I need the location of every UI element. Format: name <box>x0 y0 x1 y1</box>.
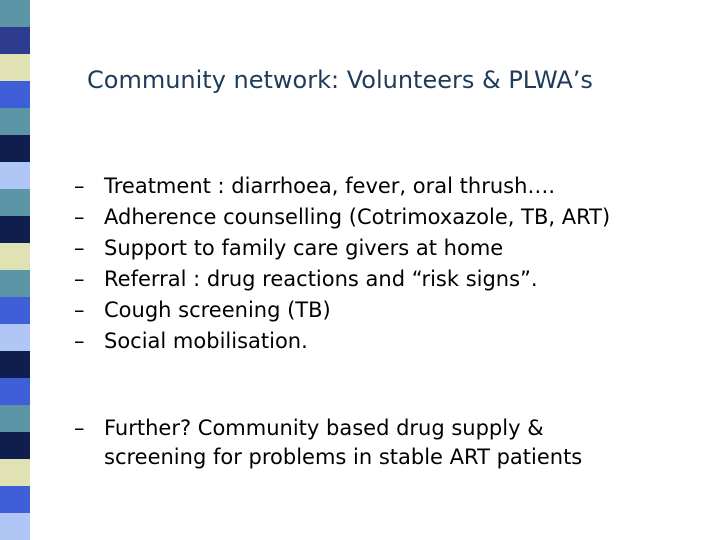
stripe-segment <box>0 27 30 54</box>
stripe-segment <box>0 216 30 243</box>
stripe-segment <box>0 0 30 27</box>
decorative-stripe <box>0 0 30 540</box>
bullet-marker: – <box>74 416 85 440</box>
bullet-text: Adherence counselling (Cotrimoxazole, TB, ART) <box>104 205 611 229</box>
bullet-marker: – <box>74 174 85 198</box>
stripe-segment <box>0 243 30 270</box>
stripe-segment <box>0 162 30 189</box>
bullet-text: Cough screening (TB) <box>104 298 331 322</box>
stripe-segment <box>0 513 30 540</box>
bullet-marker: – <box>74 329 85 353</box>
further-text <box>104 414 704 472</box>
stripe-segment <box>0 81 30 108</box>
stripe-segment <box>0 459 30 486</box>
stripe-segment <box>0 486 30 513</box>
stripe-segment <box>0 405 30 432</box>
stripe-segment <box>0 54 30 81</box>
stripe-segment <box>0 270 30 297</box>
stripe-segment <box>0 108 30 135</box>
further-line-1: Further? Community based drug supply & <box>104 416 544 440</box>
bullet-text: Support to family care givers at home <box>104 236 504 260</box>
stripe-segment <box>0 189 30 216</box>
stripe-segment <box>0 135 30 162</box>
bullet-text: Social mobilisation. <box>104 329 308 353</box>
bullet-marker: – <box>74 205 85 229</box>
further-line-2: screening for problems in stable ART patients <box>104 445 583 469</box>
bullet-marker: – <box>74 298 85 322</box>
bullet-text: Referral : drug reactions and “risk signs”. <box>104 267 538 291</box>
stripe-segment <box>0 297 30 324</box>
bullet-text: Treatment : diarrhoea, fever, oral thrush…. <box>104 174 556 198</box>
stripe-segment <box>0 432 30 459</box>
stripe-segment <box>0 351 30 378</box>
stripe-segment <box>0 378 30 405</box>
stripe-segment <box>0 324 30 351</box>
bullet-marker: – <box>74 267 85 291</box>
bullet-marker: – <box>74 236 85 260</box>
slide-title: Community network: Volunteers & PLWA’s <box>87 66 593 94</box>
